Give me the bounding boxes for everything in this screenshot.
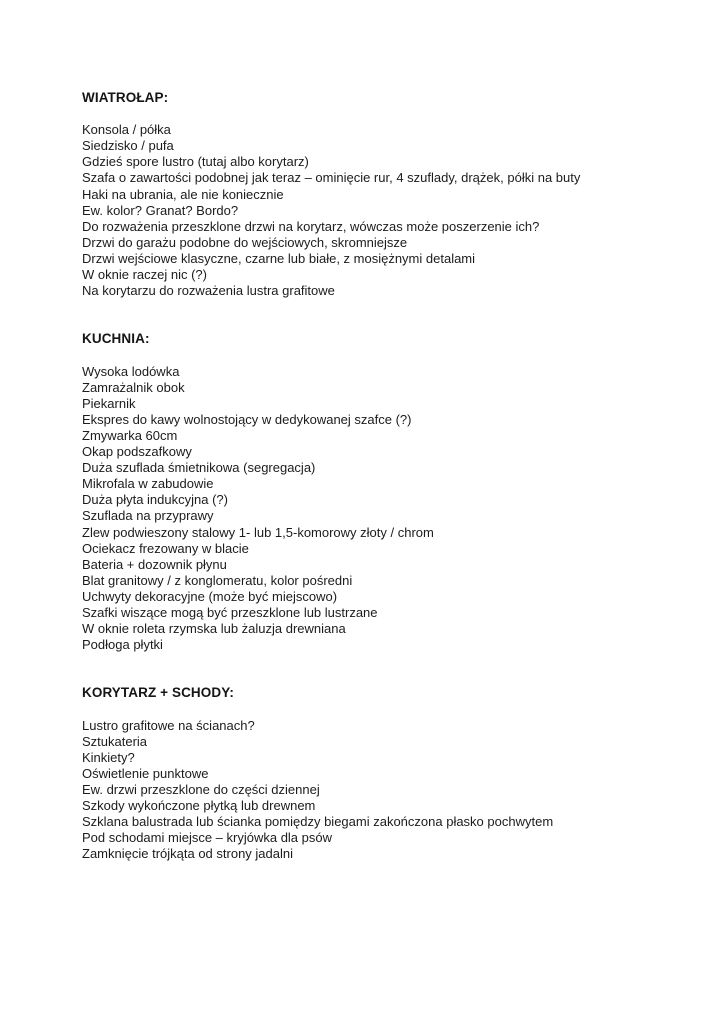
list-item: Szkody wykończone płytką lub drewnem	[82, 798, 316, 814]
section-items-korytarz-schody	[82, 718, 668, 863]
list-item: Kinkiety?	[82, 749, 135, 765]
list-item: Drzwi do garażu podobne do wejściowych, skromniejsze	[82, 234, 408, 250]
list-item: Lustro grafitowe na ścianach?	[82, 717, 255, 733]
list-item: Zmywarka 60cm	[82, 427, 178, 443]
section-items-wiatrolap	[82, 122, 668, 299]
list-item: Bateria + dozownik płynu	[82, 556, 227, 572]
list-item: Duża szuflada śmietnikowa (segregacja)	[82, 460, 316, 476]
section-items-kuchnia	[82, 364, 668, 654]
section-korytarz-schody	[82, 685, 668, 862]
list-item: Drzwi wejściowe klasyczne, czarne lub białe, z mosiężnymi detalami	[82, 250, 476, 266]
list-item: Blat granitowy / z konglomeratu, kolor pośredni	[82, 572, 353, 588]
list-item: Szuflada na przyprawy	[82, 508, 214, 524]
list-item: Siedzisko / pufa	[82, 138, 174, 154]
list-item: Do rozważenia przeszklone drzwi na korytarz, wówczas może poszerzenie ich?	[82, 218, 540, 234]
list-item: Podłoga płytki	[82, 637, 163, 653]
list-item: Wysoka lodówka	[82, 363, 180, 379]
list-item: Okap podszafkowy	[82, 444, 192, 460]
list-item: Szklana balustrada lub ścianka pomiędzy biegami zakończona płasko pochwytem	[82, 814, 554, 830]
list-item: Ekspres do kawy wolnostojący w dedykowanej szafce (?)	[82, 411, 412, 427]
list-item: Szafa o zawartości podobnej jak teraz – ominięcie rur, 4 szuflady, drążek, półki na buty	[82, 170, 581, 186]
list-item: Duża płyta indukcyjna (?)	[82, 492, 228, 508]
list-item: Zamknięcie trójkąta od strony jadalni	[82, 846, 293, 862]
section-kuchnia	[82, 331, 668, 653]
list-item: Mikrofala w zabudowie	[82, 476, 214, 492]
list-item: W oknie roleta rzymska lub żaluzja drewniana	[82, 621, 346, 637]
list-item: Ew. drzwi przeszklone do części dziennej	[82, 782, 320, 798]
list-item: Zlew podwieszony stalowy 1- lub 1,5-komorowy złoty / chrom	[82, 524, 434, 540]
list-item: Piekarnik	[82, 395, 136, 411]
list-item: W oknie raczej nic (?)	[82, 267, 207, 283]
list-item: Ew. kolor? Granat? Bordo?	[82, 202, 239, 218]
list-item: Konsola / półka	[82, 122, 171, 138]
list-item: Uchwyty dekoracyjne (może być miejscowo)	[82, 588, 338, 604]
list-item: Oświetlenie punktowe	[82, 765, 209, 781]
section-heading-wiatrolap: WIATROŁAP:	[82, 90, 169, 105]
section-heading-korytarz-schody: KORYTARZ + SCHODY:	[82, 685, 234, 701]
list-item: Zamrażalnik obok	[82, 379, 185, 395]
list-item: Pod schodami miejsce – kryjówka dla psów	[82, 830, 332, 846]
list-item: Sztukateria	[82, 733, 148, 749]
section-heading-kuchnia: KUCHNIA:	[82, 331, 150, 347]
list-item: Gdzieś spore lustro (tutaj albo korytarz)	[82, 154, 309, 170]
section-wiatrolap	[82, 90, 668, 299]
list-item: Na korytarzu do rozważenia lustra grafitowe	[82, 283, 335, 299]
list-item: Ociekacz frezowany w blacie	[82, 540, 249, 556]
list-item: Haki na ubrania, ale nie koniecznie	[82, 186, 284, 202]
list-item: Szafki wiszące mogą być przeszklone lub lustrzane	[82, 605, 378, 620]
